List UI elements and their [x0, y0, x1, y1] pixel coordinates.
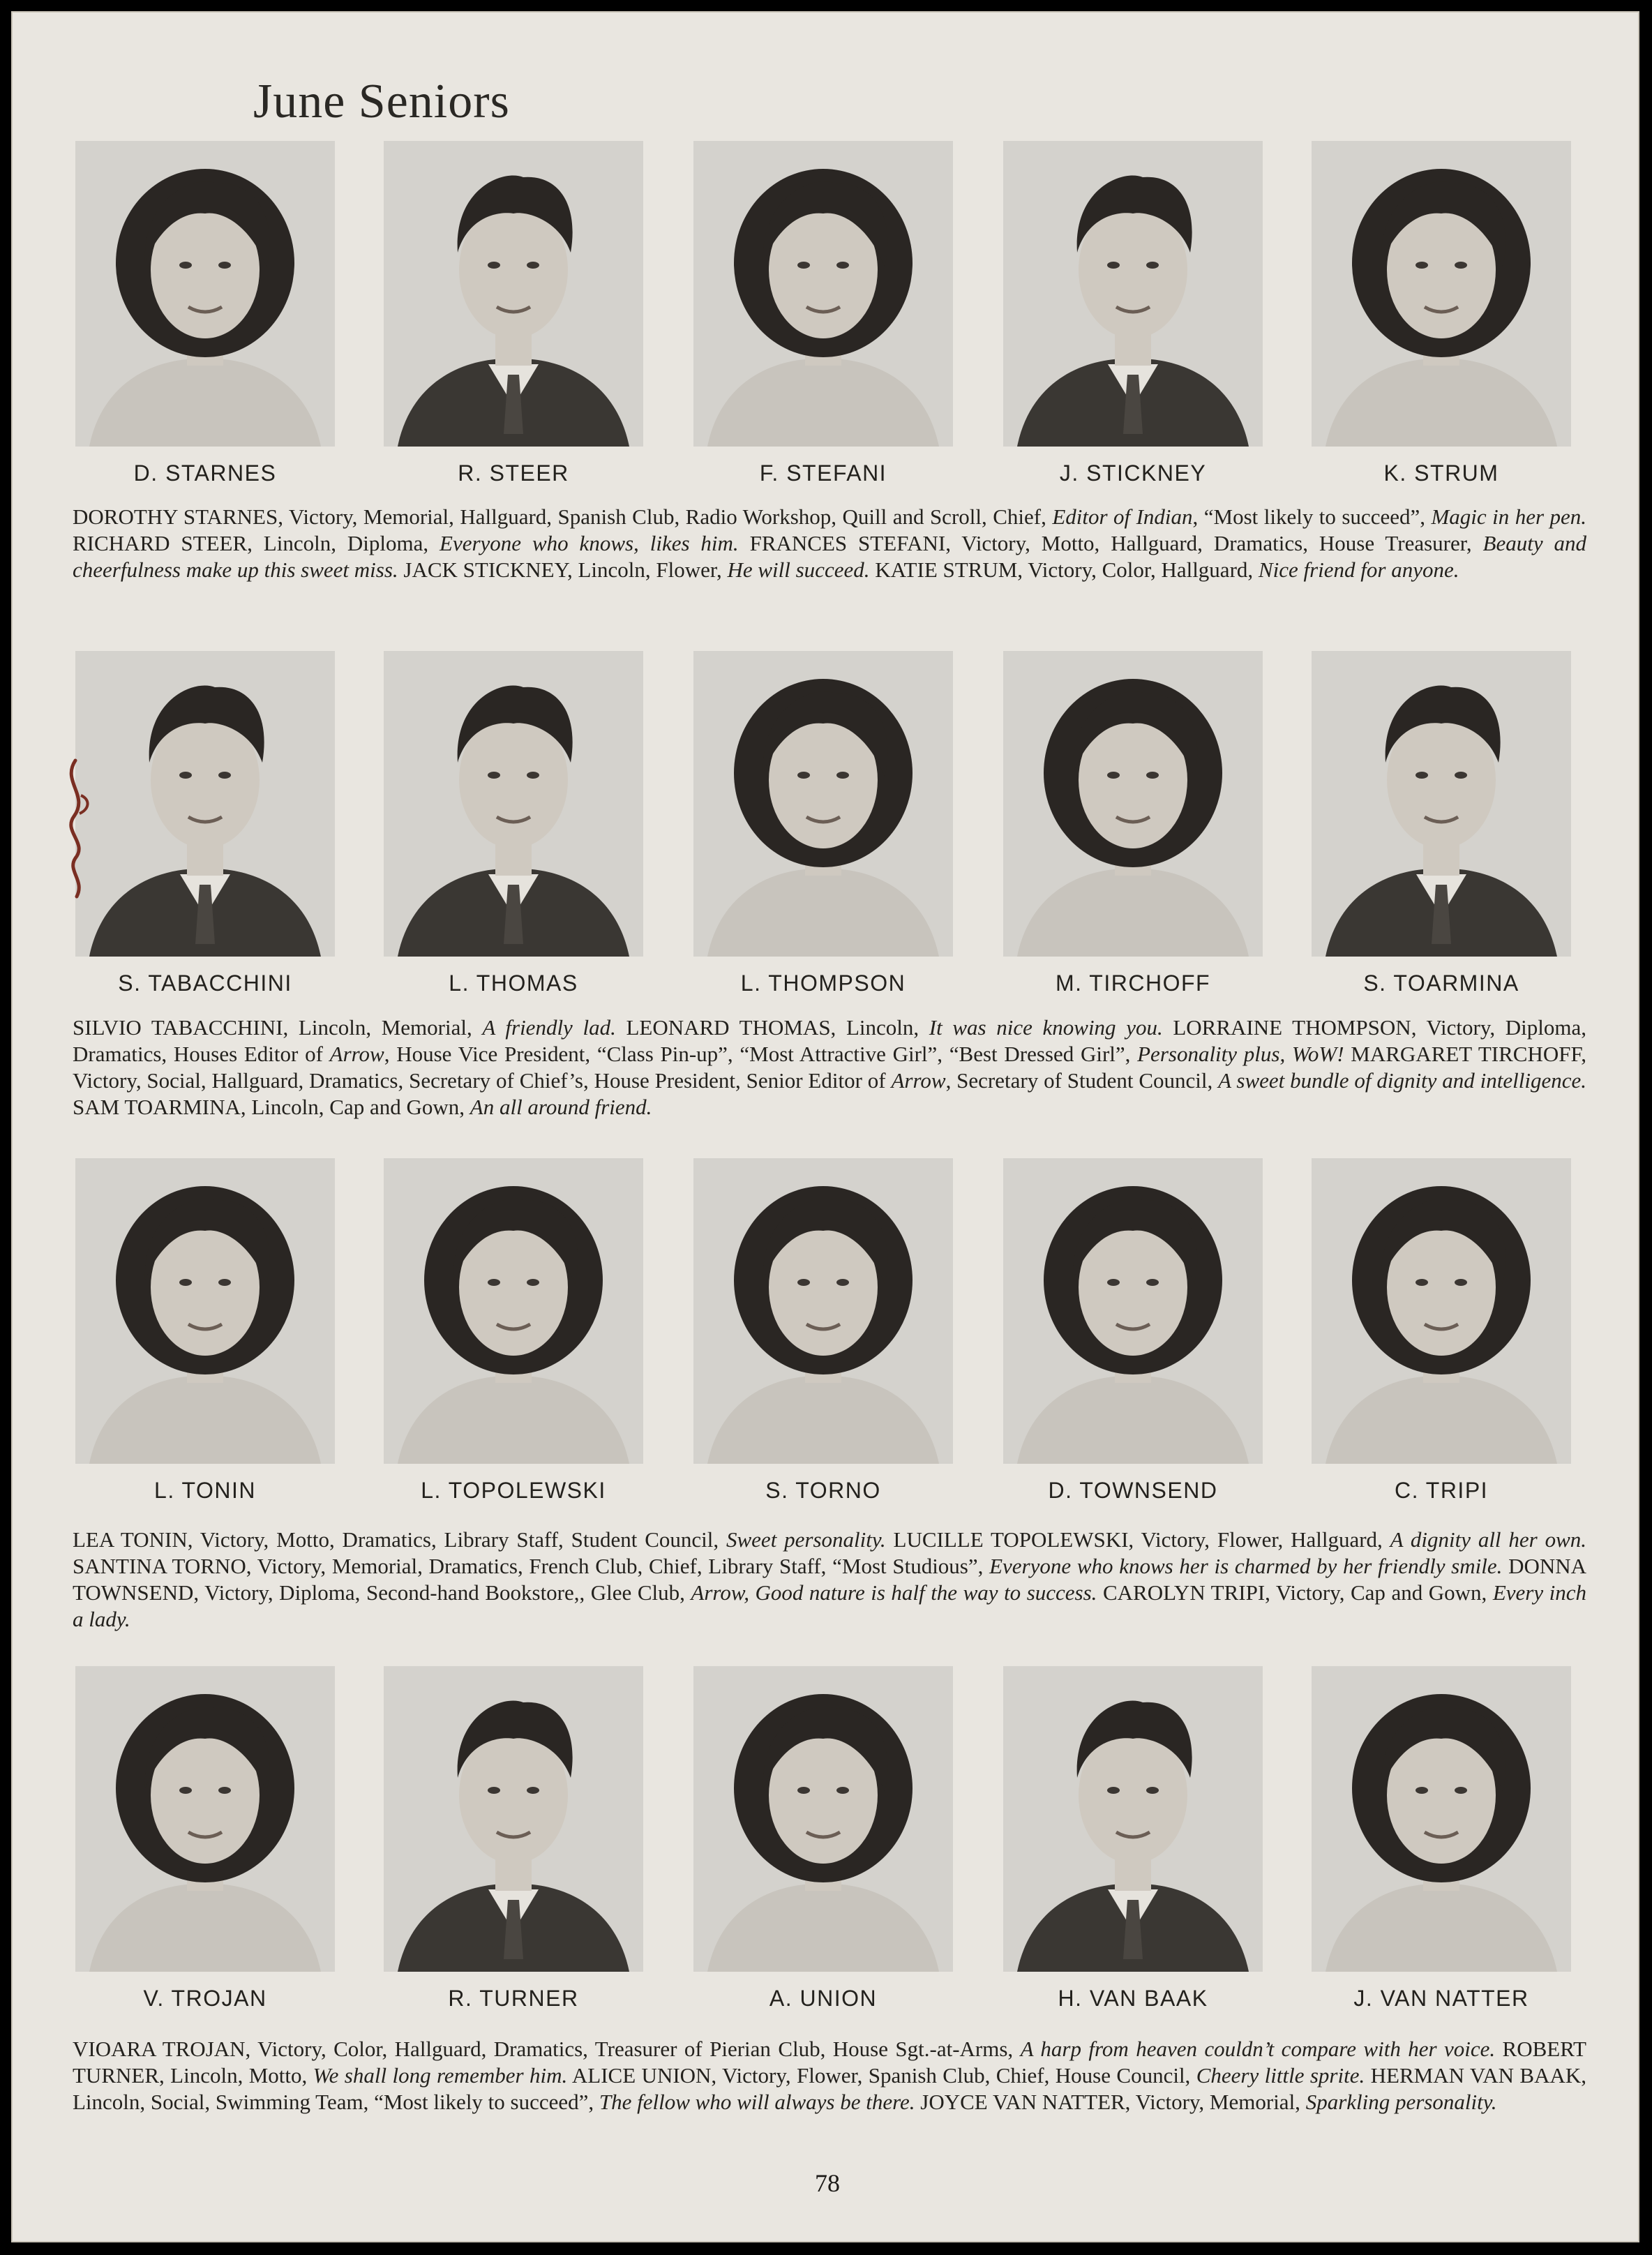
portrait-name: J. VAN NATTER: [1353, 1986, 1529, 2011]
bio-motto: Cheery little sprite.: [1196, 2063, 1365, 2088]
bio-motto: A dignity all her own.: [1390, 1527, 1586, 1552]
page-number: 78: [815, 2169, 840, 2197]
bio-motto: Nice friend for anyone.: [1258, 557, 1459, 582]
bio-text: ALICE UNION, Victory, Flower, Spanish Club, Chief, House Council,: [567, 2063, 1196, 2088]
bio-text: , House Vice President, “Class Pin-up”, “Most Attractive Girl”, “Best Dressed Girl”,: [384, 1042, 1138, 1066]
bio-motto: Beauty and cheerfulness make up this sweet miss.: [73, 531, 1586, 582]
portrait-photo: [1003, 1666, 1263, 1972]
portrait-photo: [384, 141, 643, 447]
bio-motto: Arrow: [891, 1068, 946, 1093]
portrait-photo: [1312, 651, 1571, 957]
portrait-name: D. STARNES: [133, 460, 277, 486]
portrait-name: S. TORNO: [765, 1478, 881, 1503]
bio-text: KATIE STRUM, Victory, Color, Hallguard,: [869, 557, 1259, 582]
portrait-photo: [1003, 1158, 1263, 1464]
portrait-photo: [693, 1158, 953, 1464]
bio-motto: Arrow: [329, 1042, 384, 1066]
portrait-name: L. TOPOLEWSKI: [421, 1478, 606, 1503]
portrait-name: H. VAN BAAK: [1058, 1986, 1208, 2011]
bio-motto: Everyone who knows, likes him.: [440, 531, 739, 555]
bio-motto: Everyone who knows her is charmed by her friendly smile.: [989, 1554, 1503, 1578]
bio-motto: Sweet personality.: [726, 1527, 886, 1552]
portrait-photo: [75, 1158, 335, 1464]
senior-biographies: [73, 504, 1586, 583]
portrait-photo: [1312, 1158, 1571, 1464]
portrait-photo: [75, 651, 335, 957]
portrait-name: M. TIRCHOFF: [1055, 971, 1211, 996]
portrait-photo: [384, 651, 643, 957]
bio-motto: A sweet bundle of dignity and intelligence.: [1218, 1068, 1587, 1093]
bio-motto: He will succeed.: [727, 557, 870, 582]
portrait-name: R. STEER: [458, 460, 569, 486]
portrait-name: J. STICKNEY: [1059, 460, 1207, 486]
portrait-photo: [693, 1666, 953, 1972]
portrait-photo: [384, 1666, 643, 1972]
bio-motto: Sparkling personality.: [1305, 2090, 1497, 2114]
bio-text: LORRAINE THOMPSON, Victory, Diploma, Dramatics, Houses Editor of: [73, 1015, 1586, 1066]
portrait-name: F. STEFANI: [759, 460, 887, 486]
bio-text: DONNA TOWNSEND, Victory, Diploma, Second-hand Bookstore,, Glee Club,: [73, 1554, 1587, 1605]
portrait-name: D. TOWNSEND: [1048, 1478, 1218, 1503]
bio-motto: Every inch a lady.: [73, 1580, 1586, 1631]
portrait-photo: [1003, 141, 1263, 447]
portrait-photo: [1312, 141, 1571, 447]
bio-motto: Personality plus, WoW!: [1137, 1042, 1344, 1066]
portrait-name: S. TABACCHINI: [118, 971, 292, 996]
bio-text: LUCILLE TOPOLEWSKI, Victory, Flower, Hallguard,: [885, 1527, 1390, 1552]
bio-text: FRANCES STEFANI, Victory, Motto, Hallguard, Dramatics, House Treasurer,: [738, 531, 1483, 555]
bio-motto: It was nice knowing you.: [929, 1015, 1163, 1040]
bio-motto: Magic in her pen.: [1431, 504, 1586, 529]
bio-motto: Arrow, Good nature is half the way to success.: [691, 1580, 1097, 1605]
senior-biographies: [73, 1014, 1586, 1121]
bio-text: JACK STICKNEY, Lincoln, Flower,: [398, 557, 728, 582]
bio-motto: A friendly lad.: [482, 1015, 616, 1040]
portrait-photo: [1003, 651, 1263, 957]
portrait-name: R. TURNER: [448, 1986, 579, 2011]
bio-text: CAROLYN TRIPI, Victory, Cap and Gown,: [1097, 1580, 1493, 1605]
bio-motto: The fellow who will always be there.: [599, 2090, 915, 2114]
bio-text: DOROTHY STARNES, Victory, Memorial, Hallguard, Spanish Club, Radio Workshop, Quill and Scroll, Chief,: [73, 504, 1053, 529]
senior-biographies: [73, 1527, 1586, 1633]
bio-text: HERMAN VAN BAAK, Lincoln, Social, Swimming Team, “Most likely to succeed”,: [73, 2063, 1586, 2114]
bio-text: , “Most likely to succeed”,: [1192, 504, 1432, 529]
bio-motto: An all around friend.: [470, 1095, 652, 1119]
portrait-name: L. THOMPSON: [740, 971, 906, 996]
bio-text: VIOARA TROJAN, Victory, Color, Hallguard, Dramatics, Treasurer of Pierian Club, House Sgt.-at-Arms,: [73, 2037, 1021, 2061]
portrait-name: C. TRIPI: [1394, 1478, 1489, 1503]
bio-text: ROBERT TURNER, Lincoln, Motto,: [73, 2037, 1586, 2088]
portrait-photo: [384, 1158, 643, 1464]
senior-biographies: [73, 2036, 1586, 2115]
bio-text: LEONARD THOMAS, Lincoln,: [615, 1015, 929, 1040]
page-title: June Seniors: [253, 75, 510, 128]
bio-text: RICHARD STEER, Lincoln, Diploma,: [73, 531, 440, 555]
portrait-photo: [693, 651, 953, 957]
portrait-photo: [75, 141, 335, 447]
portrait-photo: [693, 141, 953, 447]
handwritten-signature: [54, 754, 103, 907]
bio-text: MARGARET TIRCHOFF, Victory, Social, Hallguard, Dramatics, Secretary of Chief’s, House President, Senior Editor of: [73, 1042, 1586, 1093]
bio-text: SAM TOARMINA, Lincoln, Cap and Gown,: [73, 1095, 470, 1119]
bio-motto: A harp from heaven couldn’t compare with her voice.: [1020, 2037, 1496, 2061]
portrait-name: K. STRUM: [1383, 460, 1499, 486]
portrait-photo: [75, 1666, 335, 1972]
portrait-name: A. UNION: [769, 1986, 878, 2011]
bio-text: SILVIO TABACCHINI, Lincoln, Memorial,: [73, 1015, 483, 1040]
yearbook-page: [11, 11, 1639, 2242]
bio-motto: Editor of Indian: [1052, 504, 1193, 529]
bio-text: LEA TONIN, Victory, Motto, Dramatics, Library Staff, Student Council,: [73, 1527, 726, 1552]
portrait-name: L. THOMAS: [449, 971, 578, 996]
bio-motto: We shall long remember him.: [313, 2063, 568, 2088]
bio-text: JOYCE VAN NATTER, Victory, Memorial,: [915, 2090, 1306, 2114]
portrait-name: S. TOARMINA: [1363, 971, 1519, 996]
bio-text: SANTINA TORNO, Victory, Memorial, Dramatics, French Club, Chief, Library Staff, “Most Studious”,: [73, 1554, 990, 1578]
portrait-name: L. TONIN: [154, 1478, 256, 1503]
bio-text: , Secretary of Student Council,: [945, 1068, 1219, 1093]
portrait-photo: [1312, 1666, 1571, 1972]
portrait-name: V. TROJAN: [143, 1986, 267, 2011]
